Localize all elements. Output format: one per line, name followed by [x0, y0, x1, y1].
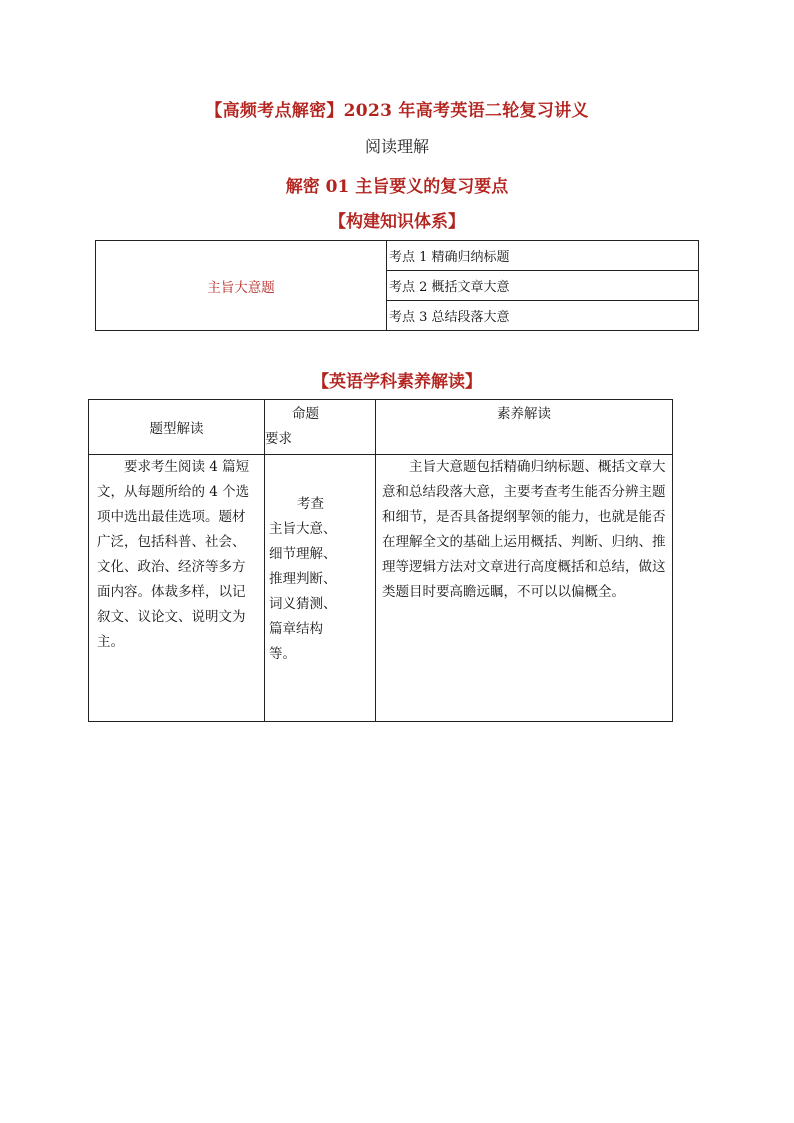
requirements-line: 篇章结构: [269, 621, 323, 637]
question-type-text: 要求考生阅读 4 篇短文，从每题所给的 4 个选项中选出最佳选项。题材广泛，包括科普、社会、文化、政治、经济等多方面内容。体裁多样，以记叙文、议论文、说明文为主。: [97, 459, 250, 650]
literacy-cell: [376, 455, 673, 722]
requirements-line: 考查: [297, 496, 324, 512]
main-topic-cell: 主旨大意题: [96, 241, 387, 331]
requirements-line: 细节理解、: [269, 546, 337, 562]
requirements-line: 主旨大意、: [269, 521, 337, 537]
requirements-line: 词义猜测、: [269, 596, 337, 612]
knowledge-table: [95, 240, 699, 331]
header-requirements-line: 命题: [292, 406, 319, 422]
document-subtitle: 阅读理解: [364, 137, 429, 156]
requirements-line: 等。: [269, 646, 296, 662]
document-title: 【高频考点解密】2023 年高考英语二轮复习讲义: [205, 101, 589, 121]
literacy-table: [88, 399, 673, 722]
requirements-cell: [265, 455, 376, 722]
literacy-text: 主旨大意题包括精确归纳标题、概括文章大意和总结段落大意，主要考查考生能否分辨主题和细节，是否具备提纲挈领的能力，也就是能否在理解全文的基础上运用概括、判断、归纳、推理等逻辑方法对文章进行高度概括和总结，做这类题目时要高瞻远瞩，不可以以偏概全。: [382, 459, 666, 600]
requirements-line: 推理判断、: [269, 571, 337, 587]
knowledge-section-title: 【构建知识体系】: [329, 212, 465, 232]
header-requirements-line: 要求: [265, 431, 292, 447]
point-cell: 考点 2 概括文章大意: [387, 271, 699, 301]
question-type-cell: [89, 455, 265, 722]
header-question-type: 题型解读: [89, 400, 265, 455]
header-requirements: [265, 400, 376, 455]
header-literacy: 素养解读: [376, 400, 673, 455]
point-cell: 考点 3 总结段落大意: [387, 301, 699, 331]
literacy-section-title: 【英语学科素养解读】: [312, 372, 482, 392]
section-heading: 解密 01 主旨要义的复习要点: [285, 177, 509, 197]
point-cell: 考点 1 精确归纳标题: [387, 241, 699, 271]
